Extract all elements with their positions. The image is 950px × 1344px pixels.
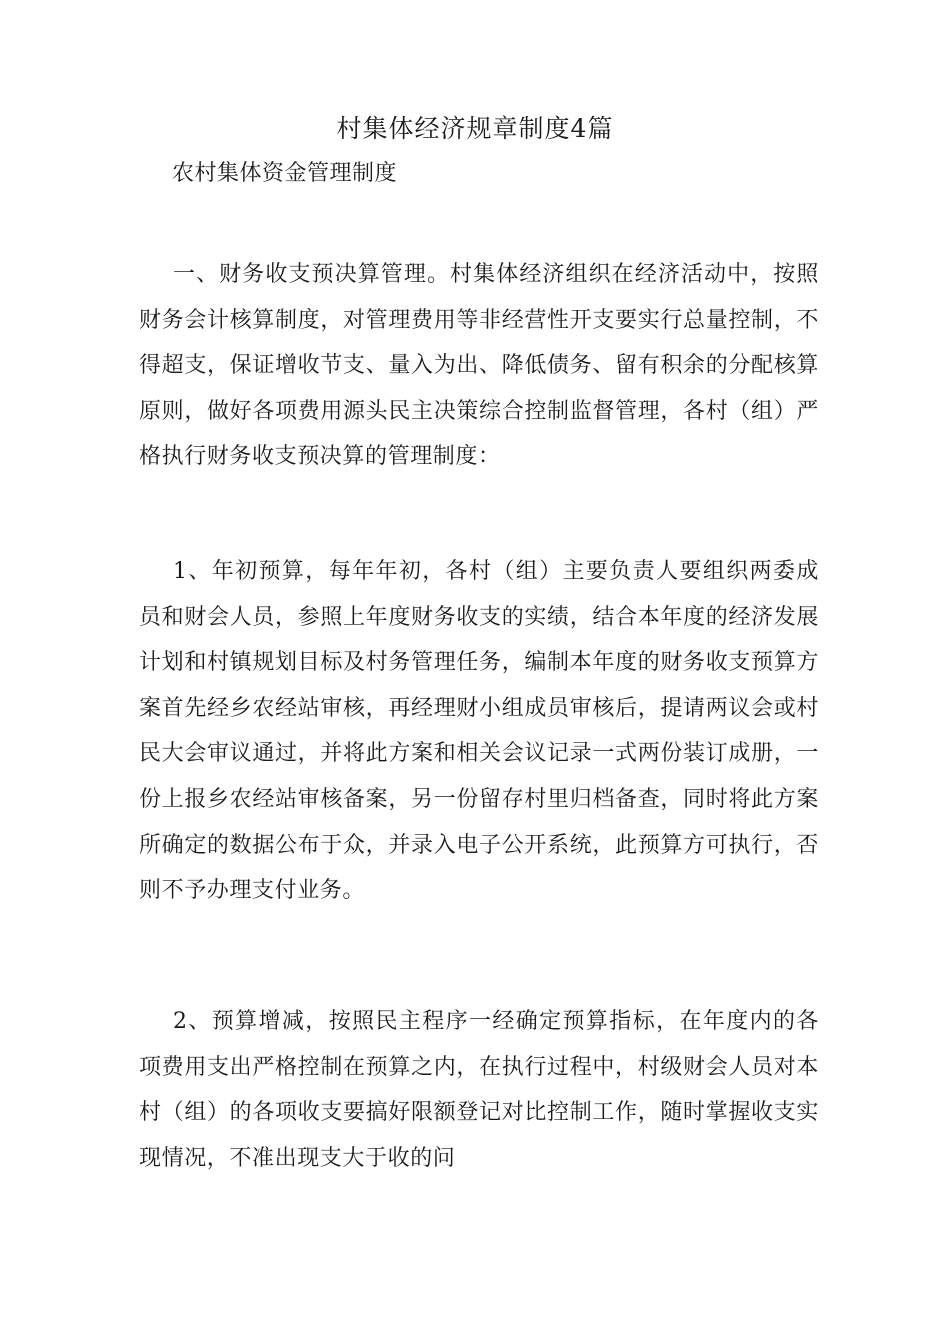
document-subtitle: 农村集体资金管理制度	[172, 161, 398, 186]
document-title: 村集体经济规章制度4篇	[336, 114, 614, 143]
paragraph-budget-adjustment: 2、预算增减，按照民主程序一经确定预算指标，在年度内的各项费用支出严格控制在预算之内，在执行过程中，村级财会人员对本村（组）的各项收支要搞好限额登记对比控制工作，随时掌握收支实现情况，不准出现支大于收的问	[139, 1009, 819, 1171]
paragraph-budget-management: 一、财务收支预决算管理。村集体经济组织在经济活动中，按照财务会计核算制度，对管理费用等非经营性开支要实行总量控制，不得超支，保证增收节支、量入为出、降低债务、留有积余的分配核算原则，做好各项费用源头民主决策综合控制监督管理，各村（组）严格执行财务收支预决算的管理制度：	[139, 262, 819, 470]
paragraph-annual-budget: 1、年初预算，每年年初，各村（组）主要负责人要组织两委成员和财会人员，参照上年度财务收支的实绩，结合本年度的经济发展计划和村镇规划目标及村务管理任务，编制本年度的财务收支预算方案首先经乡农经站审核，再经理财小组成员审核后，提请两议会或村民大会审议通过，并将此方案和相关会议记录一式两份装订成册，一份上报乡农经站审核备案，另一份留存村里归档备查，同时将此方案所确定的数据公布于众，并录入电子公开系统，此预算方可执行，否则不予办理支付业务。	[139, 559, 819, 904]
